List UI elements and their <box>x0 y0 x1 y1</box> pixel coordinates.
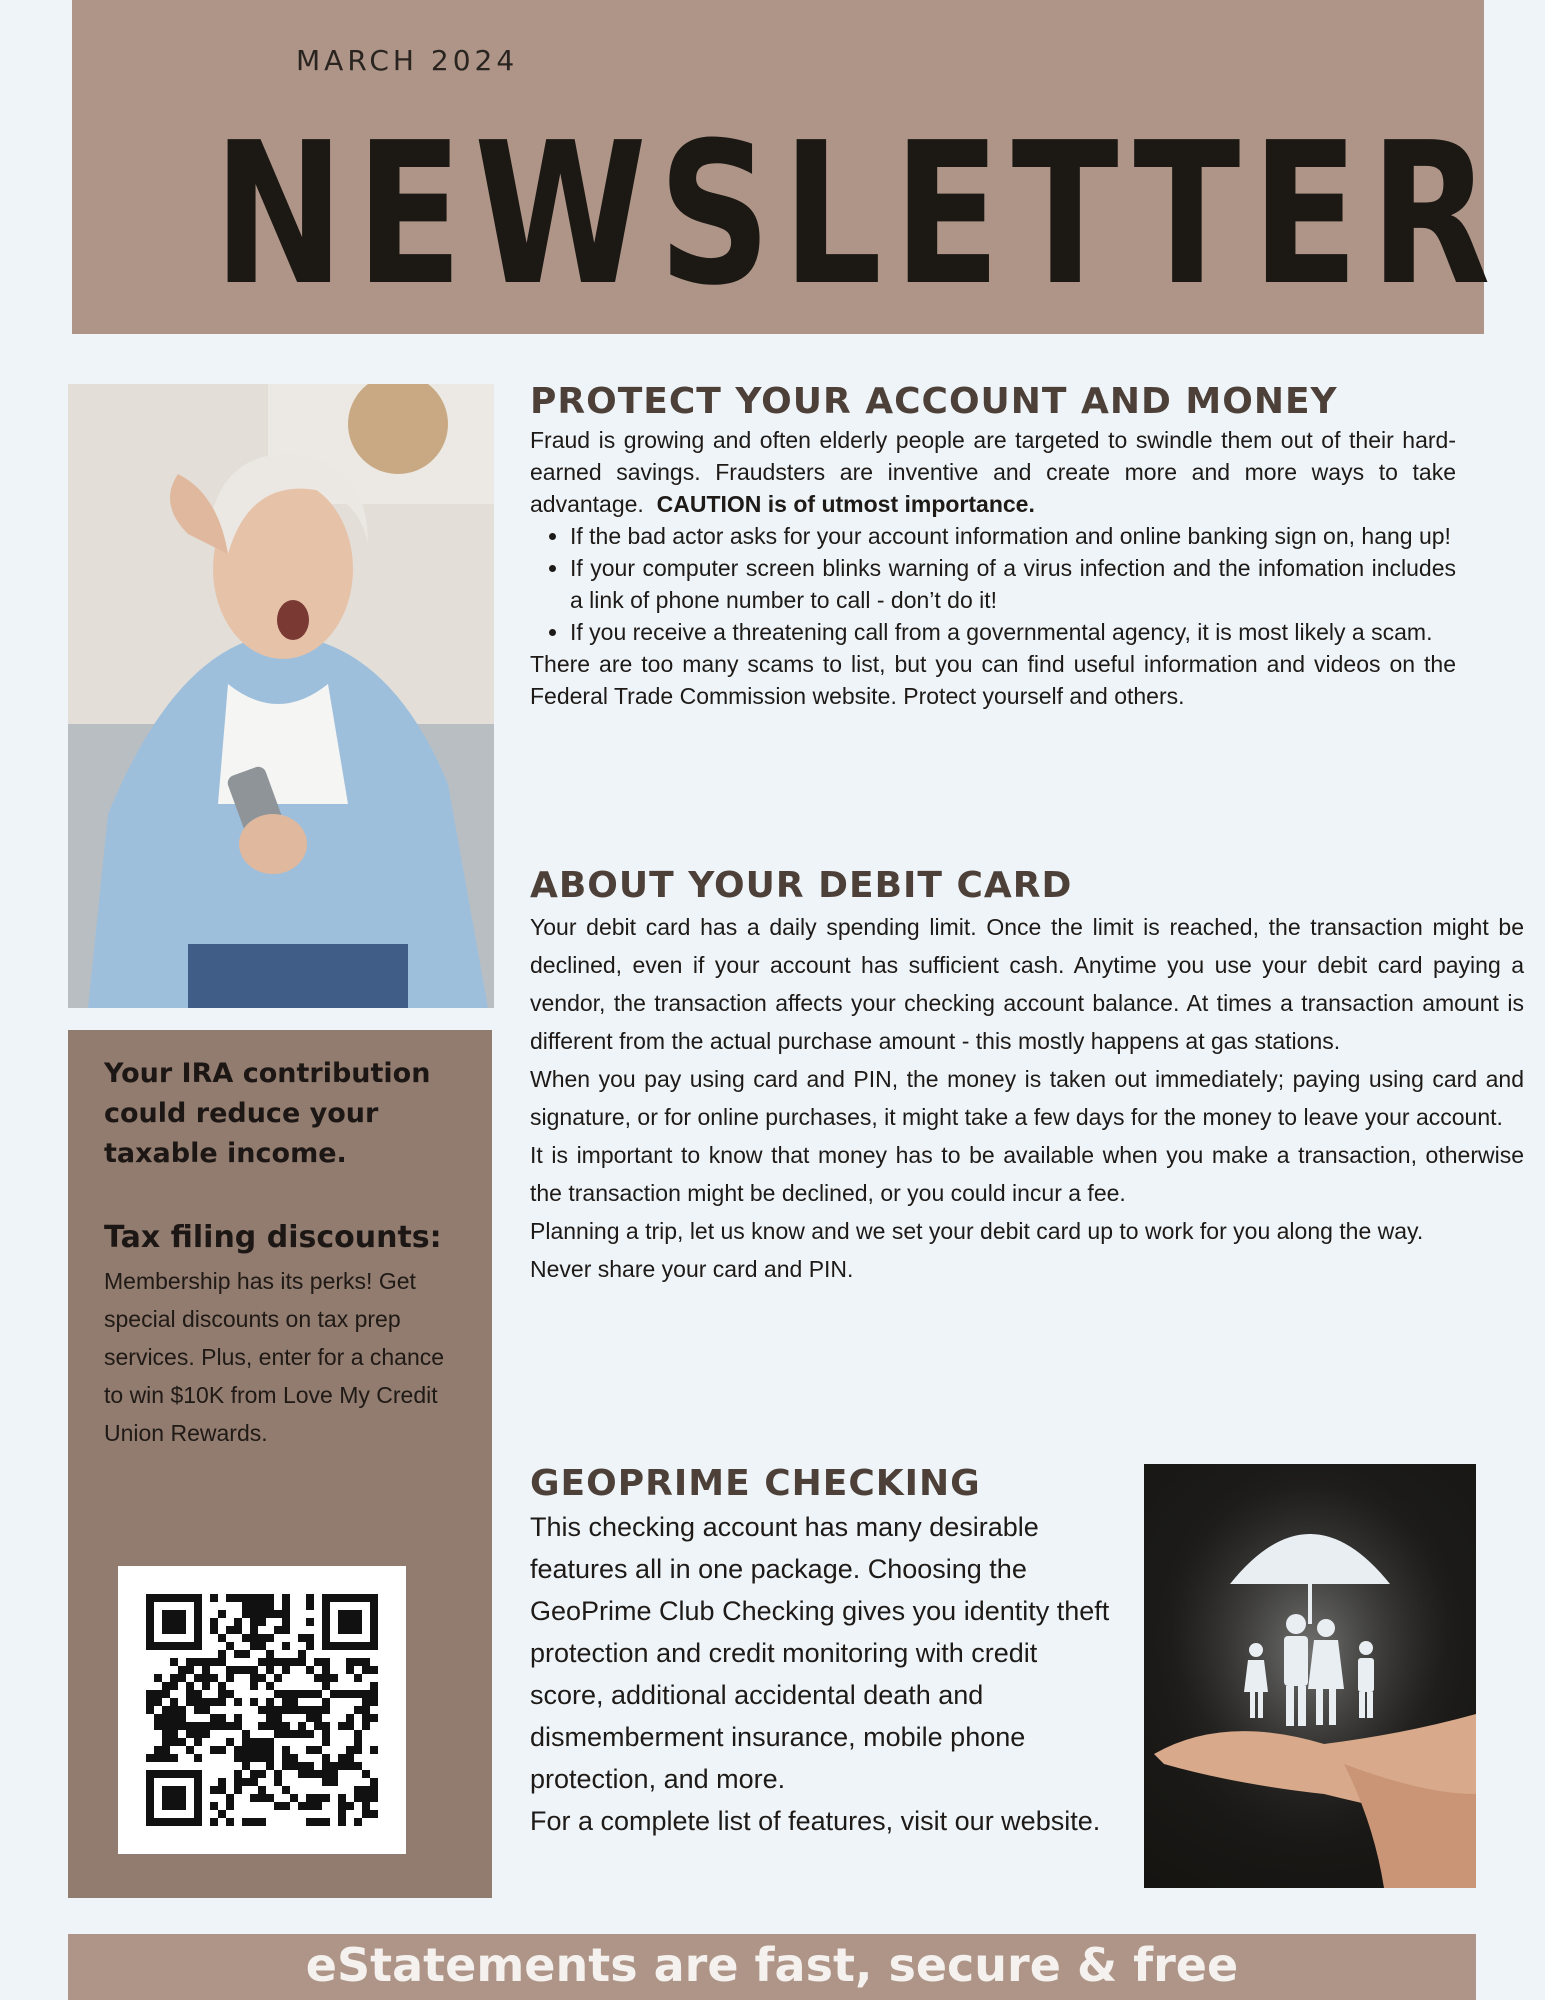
list-item: • If you receive a threatening call from a governmental agency, it is most likely a scam. <box>570 616 1456 648</box>
footer-text: eStatements are fast, secure & free <box>305 1938 1239 1992</box>
geoprime-paragraph: For a complete list of features, visit our website. <box>530 1806 1101 1836</box>
protect-section <box>530 380 1456 712</box>
protect-bullets <box>570 520 1456 648</box>
ira-heading: Your IRA contribution could reduce your taxable income. <box>104 1058 431 1169</box>
protect-heading: PROTECT YOUR ACCOUNT AND MONEY <box>530 381 1338 422</box>
sidebar-panel <box>68 1030 492 1898</box>
family-umbrella-hand-photo <box>1144 1464 1476 1888</box>
newsletter-header <box>72 0 1502 334</box>
geoprime-section <box>530 1462 1110 1842</box>
qr-code[interactable] <box>118 1566 406 1854</box>
list-item: • If the bad actor asks for your account information and online banking sign on, hang up! <box>570 520 1456 552</box>
footer-banner <box>68 1934 1476 2000</box>
debit-paragraph: Planning a trip, let us know and we set your debit card up to work for you along the way. <box>530 1218 1424 1244</box>
debit-paragraph: Your debit card has a daily spending limit. Once the limit is reached, the transaction might be declined, even if your account has sufficient cash. Anytime you use your debit card paying a vendor, the transaction affects your checking account balance. At times a transaction amount is different from the actual purchase amount - this mostly happens at gas stations. <box>530 914 1524 1054</box>
debit-paragraph: When you pay using card and PIN, the money is taken out immediately; paying using card and signature, or for online purchases, it might take a few days for the money to leave your account. <box>530 1066 1524 1130</box>
debit-heading: ABOUT YOUR DEBIT CARD <box>530 865 1073 906</box>
woman-phone-photo <box>68 384 494 1008</box>
geoprime-heading: GEOPRIME CHECKING <box>530 1463 981 1504</box>
tax-text: Membership has its perks! Get special discounts on tax prep services. Plus, enter for a chance to win $10K from Love My Credit Union Rewards. <box>104 1268 445 1446</box>
caution-text: CAUTION is of utmost importance. <box>656 491 1035 517</box>
list-item: • If your computer screen blinks warning of a virus infection and the infomation includes a link of phone number to call - don’t do it! <box>570 552 1456 616</box>
protect-outro: There are too many scams to list, but you can find useful information and videos on the Federal Trade Commission website. Protect yourself and others. <box>530 651 1456 709</box>
masthead-title: NEWSLETTER <box>213 101 1502 329</box>
debit-paragraph: Never share your card and PIN. <box>530 1256 854 1282</box>
issue-date: MARCH 2024 <box>296 44 519 77</box>
tax-heading: Tax filing discounts: <box>104 1220 442 1255</box>
debit-section <box>530 864 1524 1288</box>
debit-paragraph: It is important to know that money has to be available when you make a transaction, otherwise the transaction might be declined, or you could incur a fee. <box>530 1142 1524 1206</box>
geoprime-paragraph: This checking account has many desirable features all in one package. Choosing the GeoPrime Club Checking gives you identity theft protection and credit monitoring with credit score, additional accidental death and dismemberment insurance, mobile phone protection, and more. <box>530 1512 1110 1794</box>
protect-intro: Fraud is growing and often elderly people are targeted to swindle them out of their hard-earned savings. Fraudsters are inventive and create more and more ways to take advantage. CAUTION is of utmost importance. <box>530 427 1456 517</box>
